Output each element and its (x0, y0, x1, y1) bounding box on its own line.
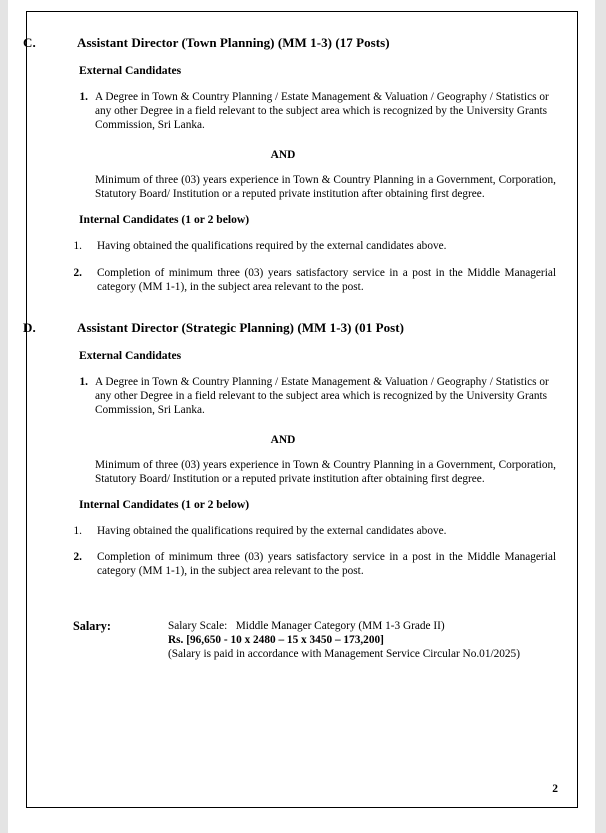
section-c-letter: C. (23, 35, 36, 50)
list-text: A Degree in Town & Country Planning / Estate Management & Valuation / Geography / Statistics or any other Degree in a field relevant to the subject area which is recognized by the University Grants Commission, Sri Lanka. (95, 91, 549, 132)
list-item (50, 375, 556, 417)
section-d-external-heading: External Candidates (79, 348, 182, 362)
list-marker: 1. (73, 525, 82, 538)
section-c-internal-heading: Internal Candidates (1 or 2 below) (79, 213, 250, 227)
list-text: Completion of minimum three (03) years satisfactory service in a post in the Middle Managerial category (MM 1-1), in the subject area relevant to the post. (97, 551, 556, 578)
section-d-external-list (50, 375, 556, 417)
section-c-external-list (50, 90, 556, 132)
list-item (50, 266, 556, 294)
page-number: 2 (552, 783, 558, 795)
section-c-experience: Minimum of three (03) years experience in Town & Country Planning in a Government, Corporation, Statutory Board/ Institution or a reputed private institution after obtaining first degree. (95, 174, 556, 201)
list-marker: 1. (73, 240, 82, 253)
section-d-letter: D. (23, 319, 36, 335)
section-d-title (23, 319, 556, 335)
section-c (23, 35, 556, 294)
salary-scale-line: Salary Scale: Middle Manager Category (MM 1-3 Grade II) (168, 619, 445, 632)
section-c-title (23, 35, 556, 50)
section-d-and-label: AND (270, 434, 296, 447)
salary-label: Salary: (73, 618, 111, 633)
section-d (23, 319, 556, 579)
section-c-title-text: Assistant Director (Town Planning) (MM 1-3) (17 Posts) (77, 35, 390, 50)
list-item (50, 550, 556, 578)
list-marker: 1. (79, 91, 88, 103)
list-item (50, 239, 556, 253)
section-d-experience: Minimum of three (03) years experience in Town & Country Planning in a Government, Corporation, Statutory Board/ Institution or a reputed private institution after obtaining first degree. (95, 459, 556, 486)
list-marker: 1. (79, 375, 88, 388)
section-c-internal-list (50, 239, 556, 293)
list-text: Having obtained the qualifications required by the external candidates above. (97, 525, 447, 538)
list-marker: 2. (73, 266, 82, 279)
list-item (50, 90, 556, 132)
salary-amount-line: Rs. [96,650 - 10 x 2480 – 15 x 3450 – 173,200] (168, 633, 384, 646)
page-content (23, 12, 577, 807)
list-marker: 2. (73, 551, 82, 564)
list-item (50, 524, 556, 538)
list-text: A Degree in Town & Country Planning / Estate Management & Valuation / Geography / Statistics or any other Degree in a field relevant to the subject area which is recognized by the University Grants Commission, Sri Lanka. (95, 375, 549, 416)
salary-note-line: (Salary is paid in accordance with Management Service Circular No.01/2025) (168, 648, 520, 661)
list-text: Having obtained the qualifications required by the external candidates above. (97, 240, 447, 253)
section-d-internal-list (50, 524, 556, 578)
salary-details (168, 619, 520, 662)
section-d-title-text: Assistant Director (Strategic Planning) (MM 1-3) (01 Post) (77, 319, 404, 335)
section-d-internal-heading: Internal Candidates (1 or 2 below) (79, 498, 250, 512)
section-c-external-heading: External Candidates (79, 64, 182, 77)
section-c-and-label: AND (270, 149, 296, 162)
salary-block (50, 619, 556, 662)
document-page (23, 11, 578, 808)
list-text: Completion of minimum three (03) years satisfactory service in a post in the Middle Managerial category (MM 1-1), in the subject area relevant to the post. (97, 266, 556, 293)
